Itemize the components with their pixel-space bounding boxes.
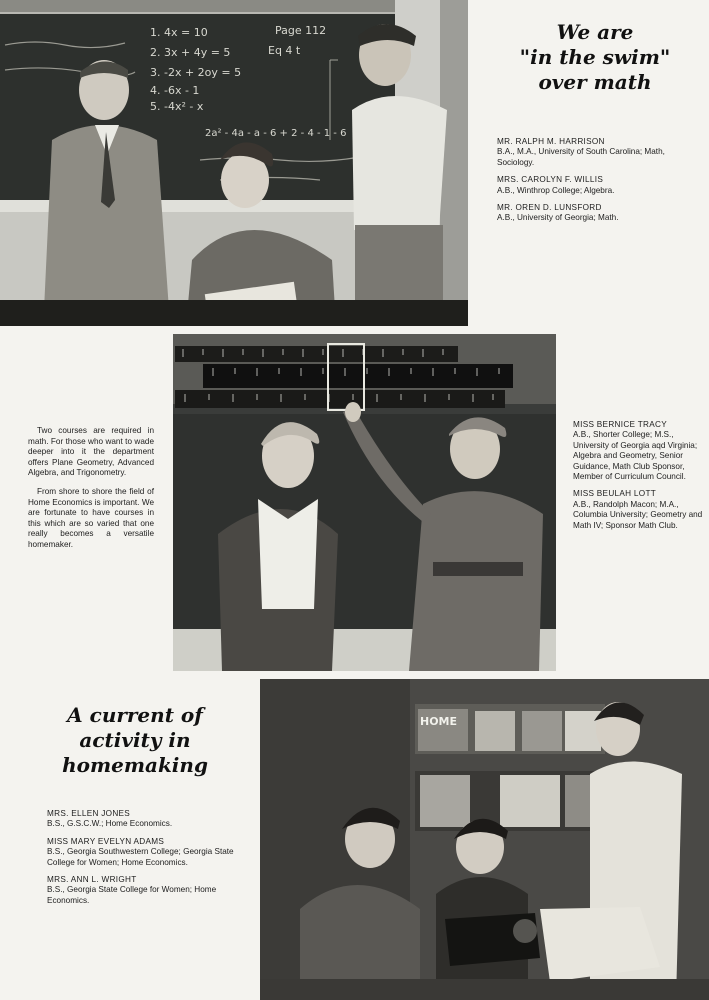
board-line-3: 3. -2x + 2oy = 5 xyxy=(150,66,242,79)
math-headline-line-2: "in the swim" xyxy=(519,45,671,69)
faculty-name: MISS MARY EVELYN ADAMS xyxy=(47,836,165,846)
board-eq: Eq 4 t xyxy=(268,44,301,57)
home-economics-roster xyxy=(47,809,245,913)
slide-rule-photo xyxy=(173,334,556,671)
homemaking-headline-line-2: activity in xyxy=(79,728,191,752)
board-line-2: 2. 3x + 4y = 5 xyxy=(150,46,231,59)
faculty-credentials: A.B., Randolph Macon; M.A., Columbia University; Geometry and Math IV; Sponsor Math Club. xyxy=(573,499,703,530)
math-headline-line-1: We are xyxy=(556,20,634,44)
faculty-credentials: B.S., G.S.C.W.; Home Economics. xyxy=(47,819,173,829)
faculty-credentials: A.B., Winthrop College; Algebra. xyxy=(497,185,615,195)
board-line-4: 4. -6x - 1 xyxy=(150,84,200,97)
homemaking-headline xyxy=(50,703,220,778)
faculty-name: MRS. CAROLYN F. WILLIS xyxy=(497,175,604,185)
faculty-name: MRS. ANN L. WRIGHT xyxy=(47,875,137,885)
faculty-credentials: B.A., M.A., University of South Carolina; Math, Sociology. xyxy=(497,147,665,167)
sewing-class-photo-graphic xyxy=(260,679,709,1000)
board-line-1: 1. 4x = 10 xyxy=(150,26,208,39)
description-paragraph-math: Two courses are required in math. For those who want to wade deeper into it the department offers Plane Geometry, Advanced Algebra, and Trigonometry. xyxy=(28,426,154,478)
math-headline xyxy=(485,20,705,95)
slide-rule-photo-graphic xyxy=(173,334,556,671)
board-line-5: 5. -4x² - x xyxy=(150,100,204,113)
faculty-name: MRS. ELLEN JONES xyxy=(47,809,131,818)
faculty-name: MR. OREN D. LUNSFORD xyxy=(497,203,602,213)
homemaking-headline-line-3: homemaking xyxy=(62,753,208,777)
math-teachers-photo xyxy=(0,0,468,326)
board-line-long: 2a² - 4a - a - 6 + 2 - 4 - 1 - 6 xyxy=(205,128,347,139)
faculty-name: MR. RALPH M. HARRISON xyxy=(497,137,605,146)
faculty-credentials: A.B., Shorter College; M.S., University of Georgia aqd Virginia; Algebra and Geometry, Senior Guidance, Math Club Sponsor, Member of Curriculum Council. xyxy=(573,430,698,482)
math-headline-line-3: over math xyxy=(538,70,652,94)
faculty-credentials: A.B., University of Georgia; Math. xyxy=(497,213,619,223)
faculty-credentials: B.S., Georgia Southwestern College; Georgia State College for Women; Home Economics. xyxy=(47,847,234,867)
homemaking-headline-line-1: A current of xyxy=(67,703,203,727)
math-teachers-photo-graphic xyxy=(0,0,468,326)
sewing-class-photo xyxy=(260,679,709,1000)
board-page-ref: Page 112 xyxy=(275,24,327,37)
faculty-name: MISS BEULAH LOTT xyxy=(573,489,657,499)
magazine-title: HOME xyxy=(420,715,458,728)
faculty-name: MISS BERNICE TRACY xyxy=(573,420,667,429)
math-faculty-roster xyxy=(497,137,702,231)
slide-rule-faculty-roster xyxy=(573,420,703,538)
faculty-credentials: B.S., Georgia State College for Women; Home Economics. xyxy=(47,885,217,905)
department-description xyxy=(28,426,154,559)
description-paragraph-home-ec: From shore to shore the field of Home Economics is important. We are fortunate to have courses in this which are so varied that one really becomes a versatile homemaker. xyxy=(28,486,154,549)
